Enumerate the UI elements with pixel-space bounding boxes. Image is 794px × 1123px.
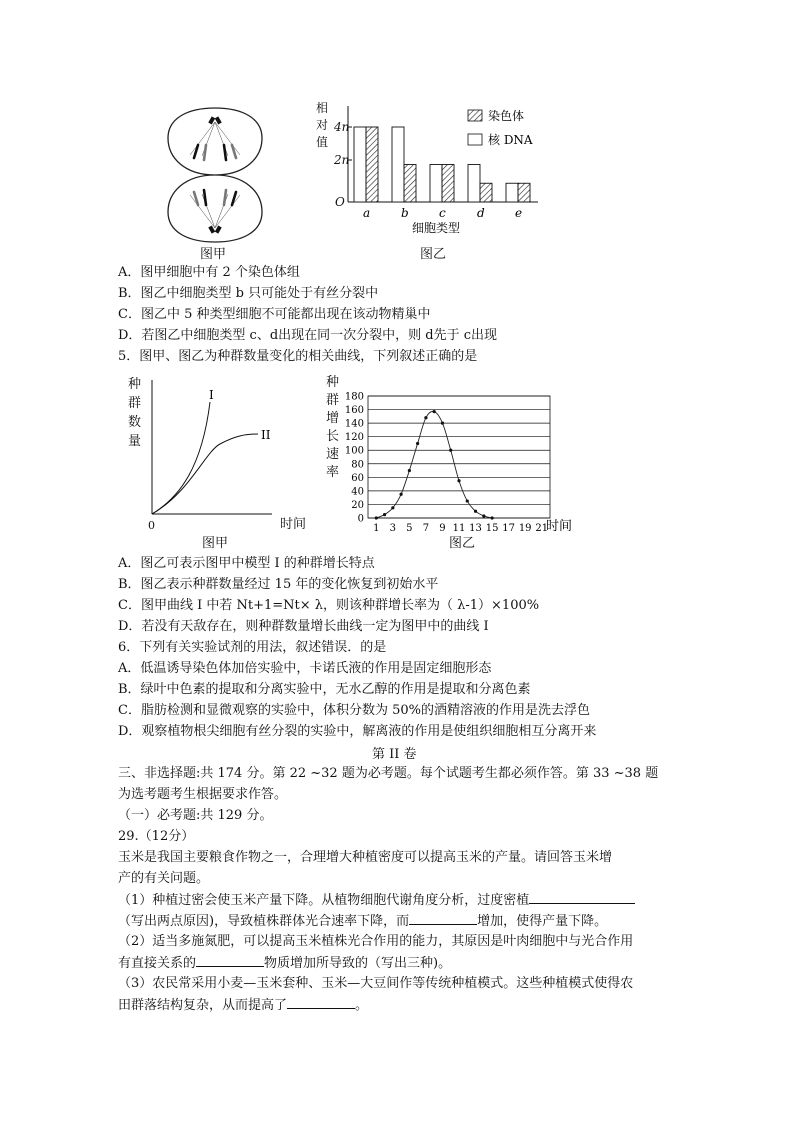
x-axis-label: 细胞类型 bbox=[412, 221, 461, 235]
q5-fig-b-caption: 图乙 bbox=[449, 536, 476, 551]
curve-i-label: I bbox=[209, 388, 214, 402]
x-tick-label: 9 bbox=[439, 523, 446, 532]
q29-intro-2: 产的有关问题。 bbox=[118, 871, 210, 886]
q29-part1-line2 bbox=[118, 911, 607, 932]
x-tick-label: 1 bbox=[373, 523, 380, 532]
data-point bbox=[433, 410, 436, 413]
tick-2n: 2n bbox=[334, 153, 350, 167]
data-point bbox=[457, 479, 460, 482]
origin-label: 0 bbox=[148, 519, 155, 532]
q5-option-c: C．图甲曲线 I 中若 Nt+1=Nt× λ，则该种群增长率为（ λ-1）×100% bbox=[118, 598, 540, 613]
q29-part2-line2 bbox=[118, 953, 451, 974]
chromosomes-lower bbox=[194, 190, 236, 205]
section3-line1: 三、非选择题:共 174 分。第 22 ~32 题为必考题。每个试题考生都必须作答。第 33 ~38 题 bbox=[118, 766, 659, 781]
q4-fig-b-caption: 图乙 bbox=[420, 247, 447, 262]
legend-swatch-chromosome bbox=[468, 110, 482, 121]
q5-fig-a-caption: 图甲 bbox=[202, 536, 229, 551]
origin-label: O bbox=[335, 195, 345, 209]
y-label-char: 种 bbox=[128, 377, 142, 392]
answer-blank-2[interactable] bbox=[409, 911, 477, 925]
y-label-char: 率 bbox=[326, 465, 340, 480]
y-label-char: 值 bbox=[316, 135, 329, 149]
y-label-char: 增 bbox=[326, 411, 340, 426]
y-tick-label: 0 bbox=[357, 513, 364, 525]
bar-dna-c bbox=[430, 165, 442, 203]
bar-chromosome-e bbox=[518, 183, 530, 202]
x-tick-label: 3 bbox=[389, 523, 397, 532]
y-tick-label: 160 bbox=[344, 405, 364, 417]
data-point bbox=[383, 513, 386, 516]
data-point bbox=[449, 449, 452, 452]
y-tick-label: 80 bbox=[351, 459, 364, 471]
q5-figure-b-chart bbox=[322, 372, 582, 532]
q5-figure-a-chart bbox=[120, 372, 320, 532]
x-tick-label: c bbox=[439, 206, 446, 220]
answer-blank-3[interactable] bbox=[196, 953, 264, 967]
bar-chromosome-a bbox=[366, 127, 378, 202]
q6-option-a: A．低温诱导染色体加倍实验中，卡诺氏液的作用是固定细胞形态 bbox=[118, 661, 492, 676]
bar-dna-b bbox=[392, 127, 404, 202]
q4-figure-a-cell bbox=[150, 100, 280, 250]
q6-option-c: C．脂肪检测和显微观察的实验中，体积分数为 50%的酒精溶液的作用是洗去浮色 bbox=[118, 703, 590, 718]
y-label-char: 速 bbox=[326, 447, 340, 462]
data-point bbox=[474, 510, 477, 513]
x-tick-label: 13 bbox=[469, 523, 482, 532]
q29-part2-text: 物质增加所导致的（写出三种)。 bbox=[264, 956, 452, 971]
q4-option-c: C．图乙中 5 种类型细胞不可能都出现在该动物精巢中 bbox=[118, 307, 431, 322]
q29-heading: 29.（12分） bbox=[118, 829, 195, 844]
y-label-char: 量 bbox=[128, 434, 142, 449]
x-tick-label: 11 bbox=[452, 523, 466, 532]
q6-stem: 6．下列有关实验试剂的用法，叙述错误．的是 bbox=[118, 640, 387, 655]
q6-option-d: D．观察植物根尖细胞有丝分裂的实验中，解离液的作用是使组织细胞相互分离开来 bbox=[118, 724, 597, 739]
bar-dna-a bbox=[354, 127, 366, 202]
answer-blank-4[interactable] bbox=[287, 995, 355, 1009]
curve-ii-label: II bbox=[261, 428, 271, 442]
y-label-char: 相 bbox=[316, 101, 329, 115]
y-tick-label: 40 bbox=[351, 486, 364, 498]
q4-option-d: D．若图乙中细胞类型 c、d出现在同一次分裂中，则 d先于 c出现 bbox=[118, 328, 498, 343]
q29-part3-text: 。 bbox=[355, 998, 369, 1013]
tick-4n: 4n bbox=[334, 120, 350, 134]
data-point bbox=[375, 516, 378, 519]
q29-intro-1: 玉米是我国主要粮食作物之一，合理增大种植密度可以提高玉米的产量。请回答玉米增 bbox=[118, 850, 613, 865]
data-point bbox=[399, 493, 402, 496]
y-label-char: 对 bbox=[316, 118, 329, 132]
data-point bbox=[490, 516, 493, 519]
q29-part2-text: 有直接关系的 bbox=[118, 956, 197, 971]
q6-option-b: B．绿叶中色素的提取和分离实验中，无水乙醇的作用是提取和分离色素 bbox=[118, 682, 531, 697]
y-tick-label: 100 bbox=[344, 445, 364, 457]
data-point bbox=[391, 506, 394, 509]
data-point bbox=[424, 416, 427, 419]
y-label-char: 种 bbox=[326, 375, 340, 390]
data-point bbox=[441, 422, 444, 425]
section3-required: （一）必考题:共 129 分。 bbox=[118, 808, 273, 823]
y-tick-label: 120 bbox=[344, 432, 364, 444]
bar-chromosome-b bbox=[404, 165, 416, 203]
q5-option-d: D．若没有天敌存在，则种群数量增长曲线一定为图甲中的曲线 I bbox=[118, 619, 489, 634]
y-tick-label: 20 bbox=[351, 499, 364, 511]
q29-part3-text: 田群落结构复杂，从而提高了 bbox=[118, 998, 288, 1013]
bar-dna-e bbox=[506, 183, 518, 202]
q29-part1-line1 bbox=[118, 890, 635, 911]
q4-option-a: A．图甲细胞中有 2 个染色体组 bbox=[118, 265, 300, 280]
q5-option-b: B．图乙表示种群数量经过 15 年的变化恢复到初始水平 bbox=[118, 577, 439, 592]
q29-part1-text: 增加，使得产量下降。 bbox=[477, 914, 608, 929]
curve-i bbox=[152, 402, 210, 514]
legend-chromosome: 染色体 bbox=[488, 109, 525, 123]
x-tick-label: 5 bbox=[406, 523, 413, 532]
q4-fig-a-caption: 图甲 bbox=[200, 247, 227, 262]
x-tick-label: b bbox=[401, 206, 409, 220]
y-label-char: 群 bbox=[128, 396, 142, 411]
y-tick-label: 140 bbox=[344, 418, 364, 430]
section-title: 第 II 卷 bbox=[372, 747, 417, 762]
x-tick-label: 19 bbox=[518, 523, 532, 532]
bar-chromosome-c bbox=[442, 165, 454, 203]
y-tick-label: 60 bbox=[351, 472, 364, 484]
data-point bbox=[416, 442, 419, 445]
y-label-char: 长 bbox=[326, 429, 340, 444]
legend-swatch-dna bbox=[468, 134, 482, 145]
bar-chromosome-d bbox=[480, 183, 492, 202]
section3-line2: 为选考题考生根据要求作答。 bbox=[118, 787, 288, 802]
y-tick-label: 180 bbox=[344, 391, 364, 403]
x-axis-label: 时间 bbox=[280, 517, 307, 532]
x-tick-label: 17 bbox=[502, 523, 516, 532]
bar-dna-d bbox=[468, 165, 480, 203]
x-tick-label: e bbox=[515, 206, 523, 220]
x-tick-label: a bbox=[363, 206, 371, 220]
data-point bbox=[466, 499, 469, 502]
q29-part2-line1: （2）适当多施氮肥，可以提高玉米植株光合作用的能力，其原因是叶肉细胞中与光合作用 bbox=[118, 934, 634, 949]
q5-stem: 5．图甲、图乙为种群数量变化的相关曲线，下列叙述正确的是 bbox=[118, 349, 478, 364]
data-point bbox=[482, 514, 485, 517]
x-axis-label: 时间 bbox=[546, 519, 573, 532]
q29-part1-text: （1）种植过密会使玉米产量下降。从植物细胞代谢角度分析，过度密植 bbox=[118, 893, 530, 908]
q5-option-a: A．图乙可表示图甲中模型 I 的种群增长特点 bbox=[118, 556, 375, 571]
q29-part3-line2 bbox=[118, 995, 368, 1016]
x-tick-label: 21 bbox=[535, 523, 549, 532]
y-label-char: 群 bbox=[326, 393, 340, 408]
chromosomes-upper bbox=[194, 145, 236, 160]
q4-figure-b-chart bbox=[310, 98, 560, 248]
x-tick-label: d bbox=[477, 206, 485, 220]
answer-blank-1[interactable] bbox=[529, 890, 635, 904]
x-tick-label: 7 bbox=[422, 523, 430, 532]
x-tick-label: 15 bbox=[485, 523, 499, 532]
plot-frame bbox=[368, 396, 550, 518]
legend-dna: 核 DNA bbox=[488, 133, 533, 147]
q4-option-b: B．图乙中细胞类型 b 只可能处于有丝分裂中 bbox=[118, 286, 379, 301]
cell-membrane bbox=[168, 108, 262, 242]
q29-part1-text: （写出两点原因)，导致植株群体光合速率下降，而 bbox=[118, 914, 410, 929]
q29-part3-line1: （3）农民常采用小麦—玉米套种、玉米—大豆间作等传统种植模式。这些种植模式使得农 bbox=[118, 976, 634, 991]
y-label-char: 数 bbox=[128, 415, 142, 430]
data-point bbox=[408, 469, 411, 472]
